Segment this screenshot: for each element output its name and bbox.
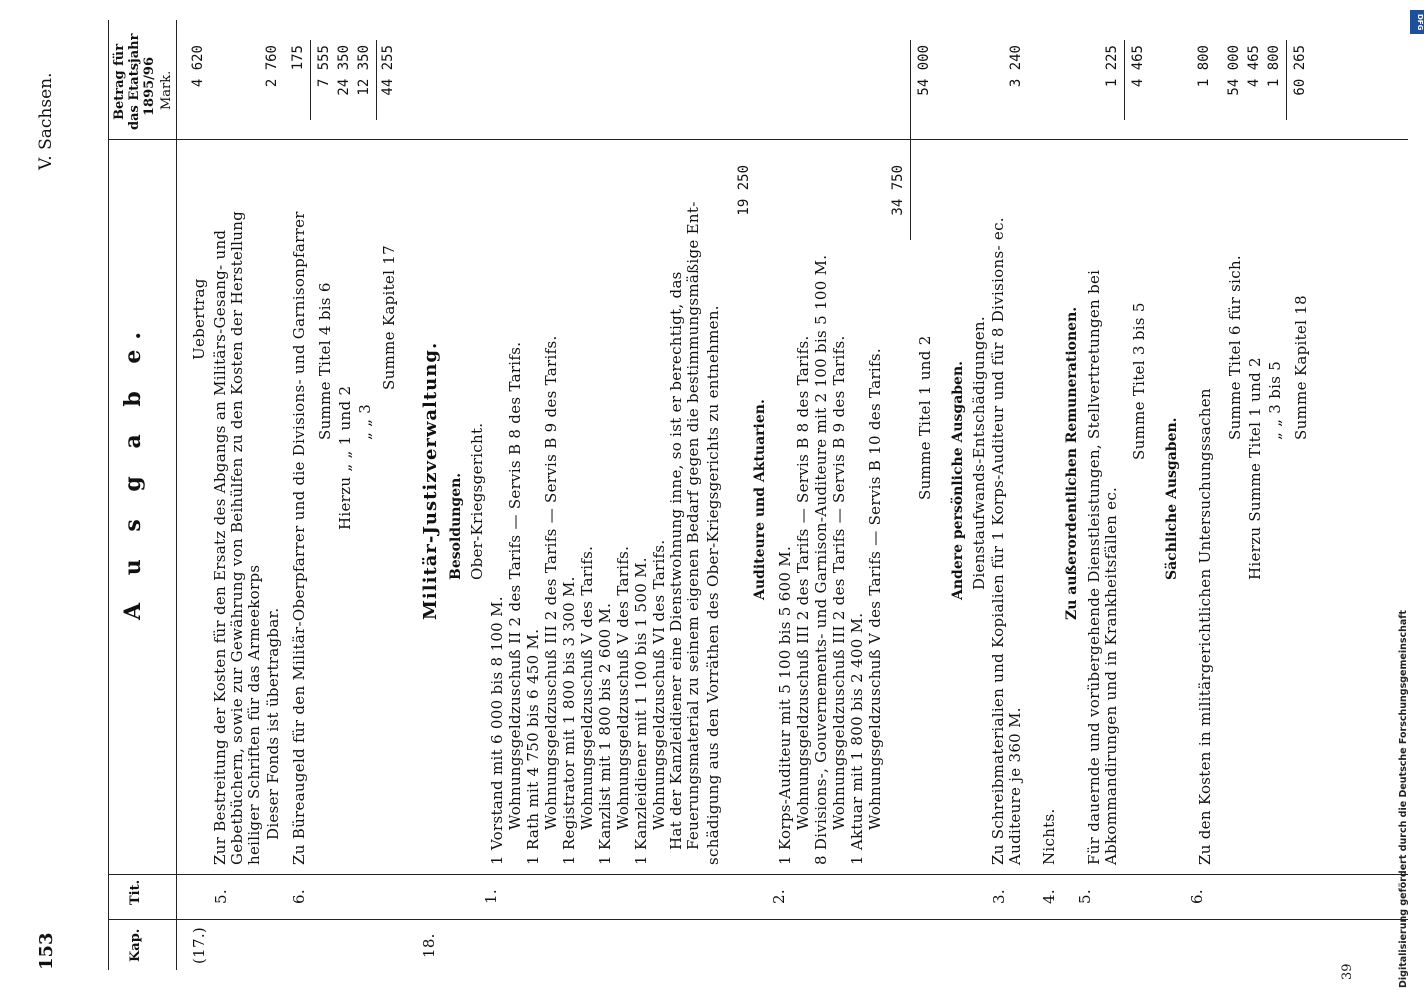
sub-ober-kriegsgericht: Ober-Kriegsgericht. <box>468 422 486 580</box>
state-label: V. Sachsen. <box>36 72 56 170</box>
sub-andere: Andere persönliche Ausgaben. <box>950 360 966 600</box>
amount-uebertrag: 4 620 <box>190 45 206 88</box>
page-title: A u s g a b e. <box>120 321 146 620</box>
sum-kap-18: Summe Kapitel 18 <box>1292 295 1310 440</box>
amount-sum-1-2: 54 000 <box>916 45 932 96</box>
rule-tit <box>108 874 1408 875</box>
hierzu-sum-1-2: Hierzu Summe Titel 1 und 2 <box>1246 357 1264 580</box>
sum-3-5: Summe Titel 3 bis 5 <box>1130 302 1148 460</box>
amount-18-1: 19 250 <box>736 165 752 216</box>
section-18-title: Militär-Justizverwaltung. <box>420 341 441 620</box>
row-6-text: Zu Büreaugeld für den Militär-Oberpfarrer und die Divisions- und Garnisonpfarrer <box>290 211 308 865</box>
tit-18-2: 2. <box>770 889 788 904</box>
amount-5: 2 760 <box>264 45 280 88</box>
amount-kap-18: 60 265 <box>1292 45 1308 96</box>
line1-6: 1 Kanzlist mit 1 800 bis 2 600 M. <box>596 602 614 865</box>
col-betrag-2: das Etatsjahr <box>127 33 142 130</box>
sub-remunerationen: Zu außerordentlichen Remunerationen. <box>1064 306 1080 620</box>
row-kap-17: (17.) <box>190 926 208 964</box>
line1-0: 1 Vorstand mit 6 000 bis 8 100 M. <box>488 596 506 865</box>
line2-4: 1 Aktuar mit 1 800 bis 2 400 M. <box>848 612 866 865</box>
line1-5: Wohnungsgeldzuschuß V des Tarifs. <box>578 545 596 830</box>
tit-18-3: 3. <box>990 889 1008 904</box>
amount-18-6: 1 800 <box>1196 45 1212 88</box>
line1-11: schädigung aus den Vorräthen des Ober-Kriegsgerichts zu entnehmen. <box>704 305 722 865</box>
rule-sum-18 <box>1286 40 1287 120</box>
amount-hierzu-3-5: 1 800 <box>1266 45 1282 88</box>
line2-2: 8 Divisions-, Gouvernements- und Garnison-Auditeure mit 2 100 bis 5 100 M. <box>812 254 830 865</box>
line1-3: Wohnungsgeldzuschuß III 2 des Tarifs — Servis B 9 des Tarifs. <box>542 335 560 830</box>
kap-18: 18. <box>420 933 438 958</box>
rule-sum-35 <box>1124 40 1125 120</box>
line1-2: 1 Rath mit 4 750 bis 6 450 M. <box>524 628 542 865</box>
rule-amount <box>108 139 1408 140</box>
hierzu-3: „ „ 3 <box>356 403 374 440</box>
line1-9: Wohnungsgeldzuschuß VI des Tarifs. <box>650 539 668 830</box>
tit-6: 6. <box>290 889 308 904</box>
text-18-3: Zu Schreibmaterialien und Kopialien für 1 Korps-Auditeur und für 8 Divisions- ec. Auditeure je 360 M. <box>989 217 1024 865</box>
line1-4: 1 Registrator mit 1 800 bis 3 300 M. <box>560 576 578 865</box>
sub-dienstaufwand: Dienstaufwands-Entschädigungen. <box>970 316 988 590</box>
amount-sum-4-6: 7 555 <box>316 45 332 88</box>
sub-saechliche: Sächliche Ausgaben. <box>1164 417 1180 580</box>
col-tit: Tit. <box>128 879 143 905</box>
footer-number: 39 <box>1340 963 1355 980</box>
line1-1: Wohnungsgeldzuschuß II 2 des Tarifs — Servis B 8 des Tarifs. <box>506 341 524 830</box>
sum-1-2: Summe Titel 1 und 2 <box>916 335 934 500</box>
sub-besoldungen: Besoldungen. <box>448 472 464 580</box>
tit-5: 5. <box>212 889 230 904</box>
line2-5: Wohnungsgeldzuschuß V des Tarifs — Servis B 10 des Tarifs. <box>866 348 884 830</box>
sum-4-6: Summe Titel 4 bis 6 <box>316 282 334 440</box>
line1-8: 1 Kanzleidiener mit 1 100 bis 1 500 M. <box>632 557 650 865</box>
sub-auditeure: Auditeure und Aktuarien. <box>752 399 768 600</box>
amount-6: 175 <box>290 45 306 71</box>
tit-18-6: 6. <box>1188 889 1206 904</box>
text-18-6: Zu den Kosten in militärgerichtlichen Untersuchungssachen <box>1196 388 1214 865</box>
amount-18-5: 1 225 <box>1104 45 1120 88</box>
col-kap: Kap. <box>128 928 143 962</box>
rule-sum-17b <box>376 40 377 120</box>
line1-7: Wohnungsgeldzuschuß V des Tarifs. <box>614 545 632 830</box>
tit-18-5: 5. <box>1076 889 1094 904</box>
amount-kap-17: 44 255 <box>380 45 396 96</box>
col-betrag-3: 1895/96 <box>142 56 157 116</box>
line2-3: Wohnungsgeldzuschuß III 2 des Tarifs — Servis B 9 des Tarifs. <box>830 335 848 830</box>
rule-sum-12 <box>910 40 911 240</box>
col-betrag-unit: Mark. <box>159 70 174 110</box>
sum-6: Summe Titel 6 für sich. <box>1226 255 1244 440</box>
hierzu-1-2: Hierzu „ „ 1 und 2 <box>336 385 354 530</box>
sum-kap-17: Summe Kapitel 17 <box>380 245 398 390</box>
rule-kap <box>108 919 1408 920</box>
line1-10: Hat der Kanzleidiener eine Dienstwohnung inne, so ist er berechtigt, das Feuerungsmaterial zu seinem eigenen Bedarf gegen die bestimmungsmäßige Ent- <box>667 201 702 850</box>
amount-sum-6: 54 000 <box>1226 45 1242 96</box>
amount-hierzu-sum-1-2: 4 465 <box>1246 45 1262 88</box>
row-uebertrag: Uebertrag <box>190 278 208 360</box>
tit-18-4: 4. <box>1040 889 1058 904</box>
rule-sum-17a <box>310 40 311 120</box>
tit-18-1: 1. <box>482 889 500 904</box>
row-5-note: Dieser Fonds ist übertragbar. <box>264 607 282 840</box>
row-5-text: Zur Bestreitung der Kosten für den Ersatz des Abgangs an Militärs-Gesang- und Gebetbüchern, sowie zur Gewährung von Beihülfen zu den Kosten der Herstellung heiliger Schriften für das Armeekorps <box>211 210 263 865</box>
amount-hierzu-1-2: 24 350 <box>336 45 352 96</box>
digitization-note <box>1398 8 1424 988</box>
text-18-4: Nichts. <box>1040 808 1058 865</box>
dfg-logo: DFG <box>1410 10 1424 34</box>
line2-0: 1 Korps-Auditeur mit 5 100 bis 5 600 M. <box>776 545 794 865</box>
digitization-note-text: Digitalisierung gefördert durch die Deutsche Forschungsgemeinschaft <box>1398 610 1409 988</box>
rule-header <box>176 20 177 970</box>
line2-1: Wohnungsgeldzuschuß III 2 des Tarifs — Servis B 8 des Tarifs. <box>794 335 812 830</box>
amount-18-3: 3 240 <box>1008 45 1024 88</box>
hierzu-3-5: „ „ 3 bis 5 <box>1266 360 1284 440</box>
page-number: 153 <box>36 932 57 970</box>
rule-top <box>108 20 109 970</box>
amount-18-2: 34 750 <box>890 165 906 216</box>
col-betrag-1: Betrag für <box>112 43 127 120</box>
amount-sum-3-5: 4 465 <box>1130 45 1146 88</box>
amount-hierzu-3: 12 350 <box>356 45 372 96</box>
text-18-5: Für dauernde und vorübergehende Dienstleistungen, Stellvertretungen bei Abkommandirungen und in Krankheitsfällen ec. <box>1085 269 1120 865</box>
